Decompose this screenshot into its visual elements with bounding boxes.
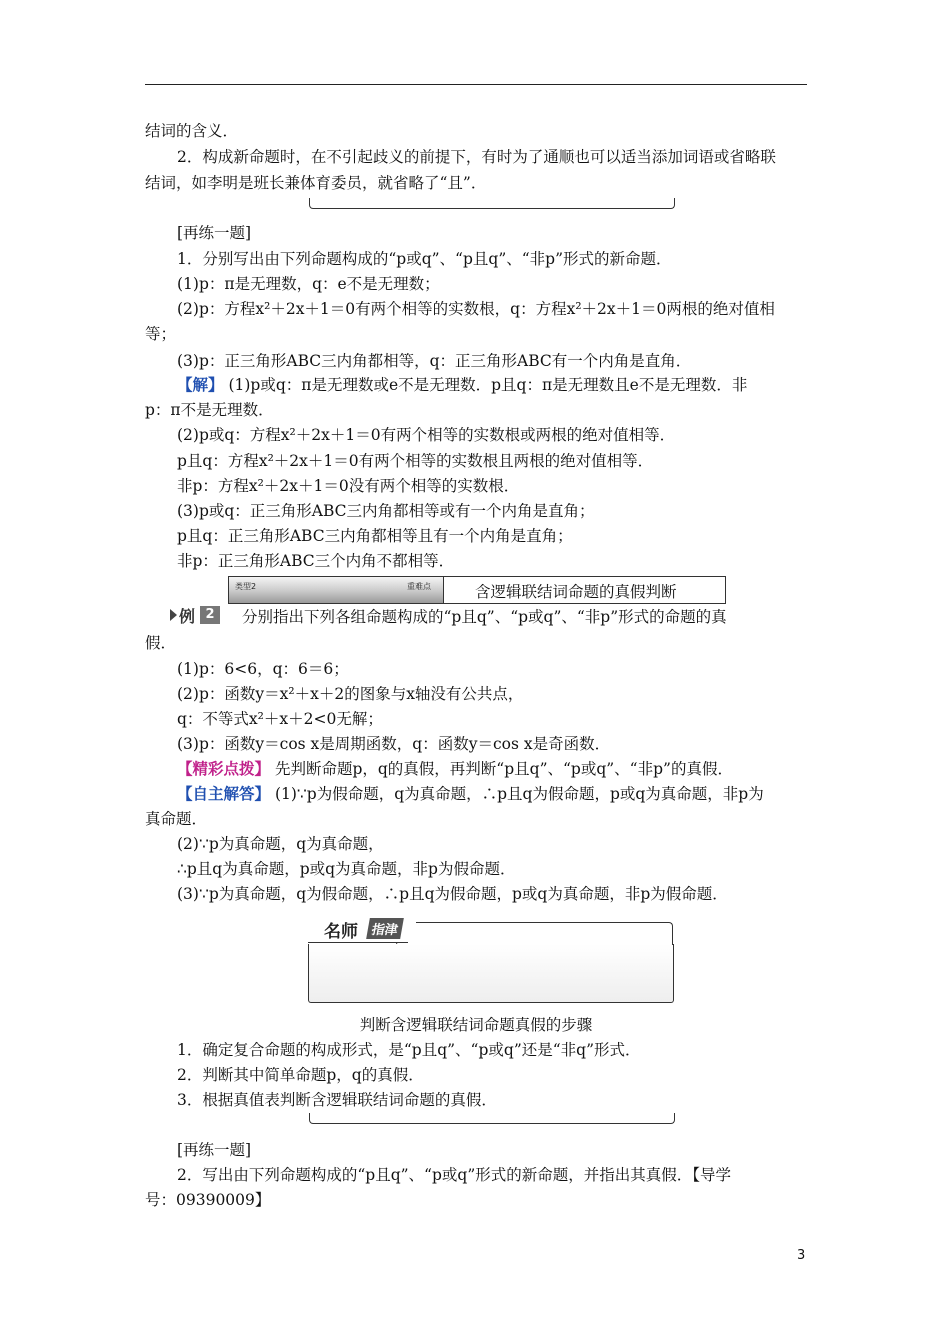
- text-line: (2)∵p为真命题，q为真命题，: [177, 835, 384, 853]
- type-header: [228, 576, 726, 604]
- type-bar: [229, 577, 444, 603]
- text-line: 2．构成新命题时，在不引起歧义的前提下，有时为了通顺也可以适当添加词语或省略联: [177, 148, 776, 166]
- triangle-icon: [170, 609, 177, 621]
- text-line: 结词的含义．: [145, 122, 239, 140]
- text-line: 2．写出由下列命题构成的“p且q”、“p或q”形式的新命题，并指出其真假．【导学: [177, 1166, 731, 1184]
- practice-heading: [再练一题]: [177, 224, 252, 242]
- section-bracket: [309, 198, 675, 209]
- solution-line: 【解】 (1)p或q：π是无理数或e不是无理数．p且q：π是无理数且e不是无理数．非: [177, 375, 748, 394]
- text-line: (2)p：函数y＝x²＋x＋2的图象与x轴没有公共点，: [177, 685, 524, 703]
- teacher-frame: [308, 944, 674, 1003]
- text-line: p：π不是无理数．: [145, 401, 274, 419]
- type-title: 含逻辑联结词命题的真假判断: [475, 583, 677, 601]
- text-line: (1)p：6<6，q：6＝6；: [177, 660, 349, 678]
- teacher-tab: [308, 916, 416, 942]
- text-line: p且q：正三角形ABC三内角都相等且有一个内角是直角；: [177, 527, 573, 545]
- text-line: 非p：方程x²＋2x＋1＝0没有两个相等的实数根．: [177, 477, 520, 495]
- page-number: 3: [797, 1248, 806, 1263]
- teacher-title: 名师: [324, 922, 358, 942]
- text-line: 号：09390009】: [145, 1191, 271, 1209]
- text-line: 非p：正三角形ABC三个内角不都相等．: [177, 552, 455, 570]
- text-line: 2．判断其中简单命题p，q的真假．: [177, 1066, 424, 1084]
- text-line: 假．: [145, 634, 177, 652]
- tip-title: 判断含逻辑联结词命题真假的步骤: [359, 1016, 593, 1034]
- highlight-line: 【精彩点拨】 先判断命题p，q的真假，再判断“p且q”、“p或q”、“非p”的真假．: [177, 759, 733, 778]
- type-label-2: 重难点: [407, 582, 431, 591]
- practice-heading: [再练一题]: [177, 1141, 252, 1159]
- teacher-badge: 指津: [366, 918, 404, 939]
- solution-tag: 【解】: [177, 375, 224, 394]
- example-line: 分别指出下列各组命题构成的“p且q”、“p或q”、“非p”形式的命题的真: [242, 608, 727, 626]
- text-line: q：不等式x²＋x＋2<0无解；: [177, 710, 383, 728]
- text-line: (2)p或q：方程x²＋2x＋1＝0有两个相等的实数根或两根的绝对值相等．: [177, 426, 676, 444]
- highlight-tag: 【精彩点拨】: [177, 759, 271, 778]
- text-line: 等；: [145, 325, 177, 343]
- example-word: 例: [179, 607, 196, 626]
- type-label: 类型2: [235, 582, 257, 591]
- text-line: ∴p且q为真命题，p或q为真命题，非p为假命题．: [177, 860, 516, 878]
- section-bracket: [309, 1113, 675, 1124]
- example-number: 2: [200, 606, 220, 624]
- example-badge: [170, 604, 226, 626]
- text-line: (3)p或q：正三角形ABC三内角都相等或有一个内角是直角；: [177, 502, 595, 520]
- text-line: 3．根据真值表判断含逻辑联结词命题的真假．: [177, 1091, 497, 1109]
- text-line: (3)p：正三角形ABC三内角都相等，q：正三角形ABC有一个内角是直角．: [177, 352, 692, 370]
- text-line: (3)∵p为真命题，q为假命题，∴p且q为假命题，p或q为真命题，非p为假命题．: [177, 885, 728, 903]
- text-line: (3)p：函数y＝cos x是周期函数，q：函数y＝cos x是奇函数．: [177, 735, 611, 753]
- text-line: 真命题．: [145, 810, 208, 828]
- header-rule: [145, 84, 807, 85]
- teacher-tip-box: [308, 916, 674, 1004]
- answer-tag: 【自主解答】: [177, 784, 271, 803]
- answer-line: 【自主解答】 (1)∵p为假命题，q为真命题，∴p且q为假命题，p或q为真命题，非p为: [177, 784, 764, 803]
- text-line: p且q：方程x²＋2x＋1＝0有两个相等的实数根且两根的绝对值相等．: [177, 452, 654, 470]
- teacher-frame-base: [308, 942, 408, 943]
- text-line: (1)p：π是无理数，q：e不是无理数；: [177, 275, 440, 293]
- text-line: 结词，如李明是班长兼体育委员，就省略了“且”．: [145, 174, 487, 192]
- teacher-frame-top: [408, 922, 673, 945]
- text-line: (2)p：方程x²＋2x＋1＝0有两个相等的实数根，q：方程x²＋2x＋1＝0两根的绝对值相: [177, 300, 775, 318]
- text-line: 1．分别写出由下列命题构成的“p或q”、“p且q”、“非p”形式的新命题．: [177, 250, 672, 268]
- text-line: 1．确定复合命题的构成形式，是“p且q”、“p或q”还是“非q”形式．: [177, 1041, 641, 1059]
